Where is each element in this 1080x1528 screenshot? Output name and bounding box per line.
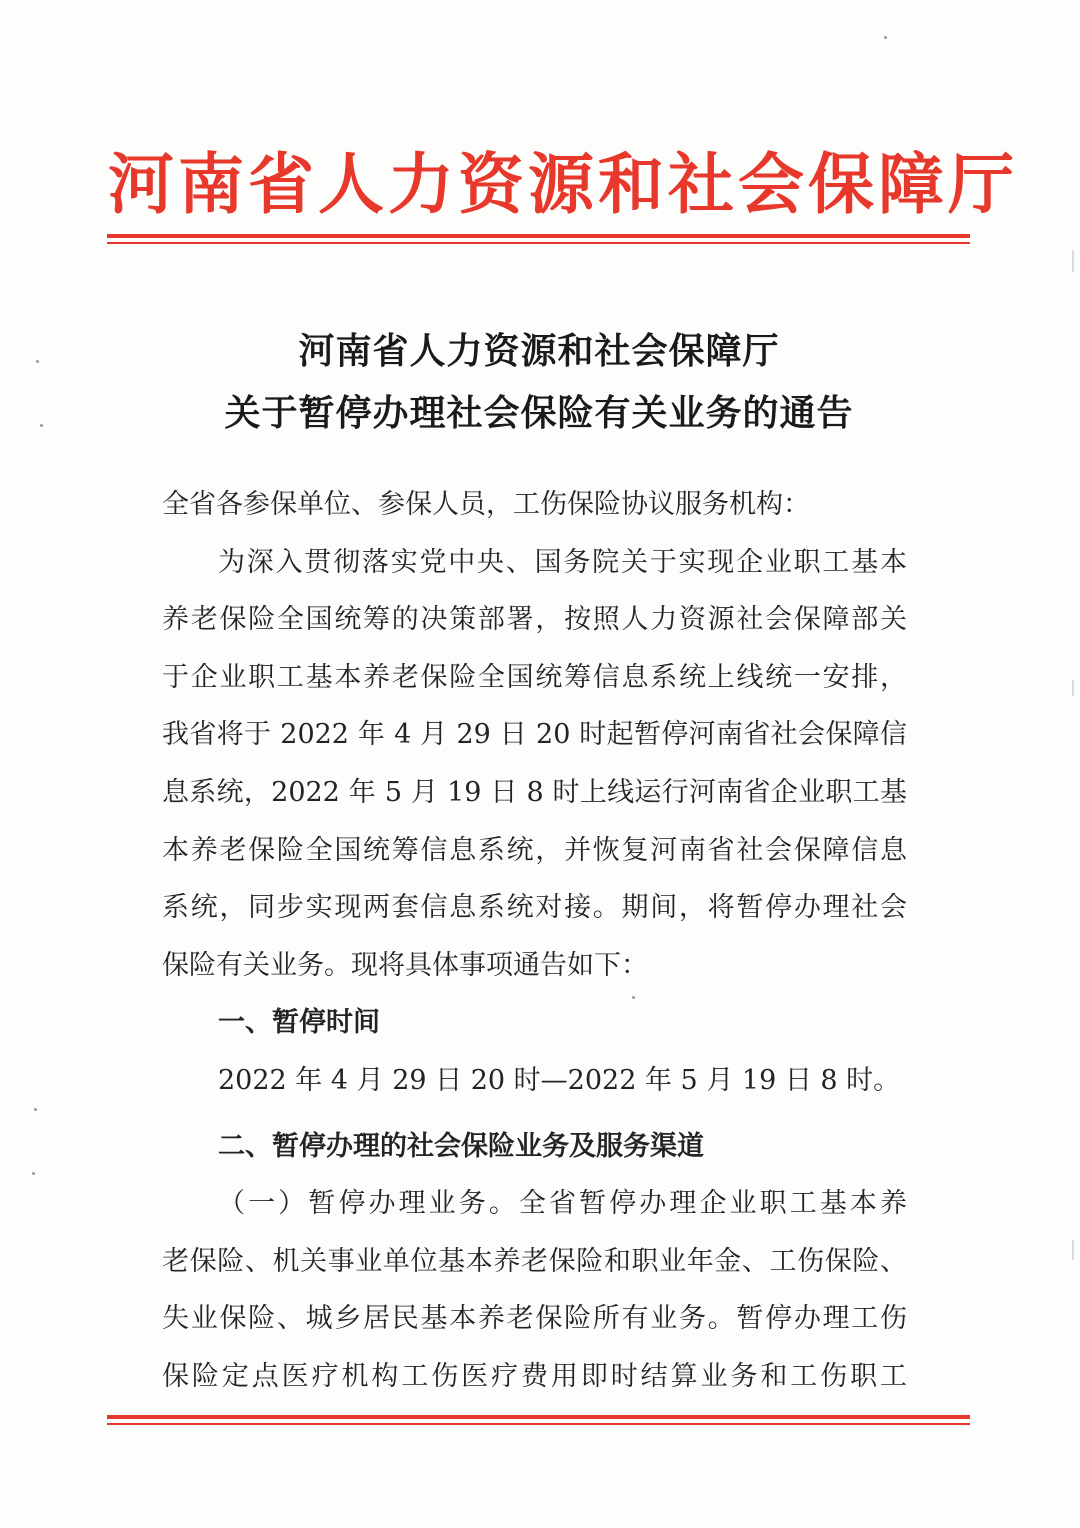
paragraph-line: 我省将于 2022 年 4 月 29 日 20 时起暂停河南省社会保障信: [162, 719, 907, 751]
paragraph-line: 保险有关业务。现将具体事项通告如下：: [162, 949, 648, 981]
red-rule-thick: [107, 1415, 970, 1419]
document-title-line1: 河南省人力资源和社会保障厅: [298, 330, 780, 372]
document-title: [108, 320, 970, 444]
scan-edge-mark: [1072, 680, 1074, 696]
salutation: 全省各参保单位、参保人员，工伤保险协议服务机构：: [162, 489, 810, 520]
paragraph-line: 系统，同步实现两套信息系统对接。期间，将暂停办理社会: [162, 892, 907, 924]
document-body: [162, 476, 907, 1406]
section-text: 2022 年 4 月 29 日 20 时—2022 年 5 月 19 日 8 时。: [218, 1064, 901, 1096]
scan-edge-mark: [1072, 250, 1074, 272]
red-rule-thin: [107, 1423, 970, 1425]
red-rule-thin: [107, 242, 970, 244]
paragraph-line: 养老保险全国统筹的决策部署，按照人力资源社会保障部关: [162, 604, 907, 636]
scan-speck: [40, 424, 43, 427]
paragraph-line: 息系统，2022 年 5 月 19 日 8 时上线运行河南省企业职工基: [162, 776, 907, 808]
scan-speck: [36, 360, 39, 363]
section-heading: 二、暂停办理的社会保险业务及服务渠道: [218, 1130, 704, 1162]
paragraph-line: 为深入贯彻落实党中央、国务院关于实现企业职工基本: [218, 546, 907, 578]
paragraph-line: 保险定点医疗机构工伤医疗费用即时结算业务和工伤职工: [162, 1360, 907, 1392]
scan-edge-mark: [1072, 1240, 1074, 1260]
footer-red-rule: [107, 1415, 970, 1425]
paragraph-line: （一）暂停办理业务。全省暂停办理企业职工基本养: [218, 1188, 907, 1220]
scan-speck: [34, 1108, 37, 1111]
section-heading: 一、暂停时间: [218, 1007, 380, 1039]
paragraph-line: 本养老保险全国统筹信息系统，并恢复河南省社会保障信息: [162, 834, 907, 866]
scan-speck: [884, 36, 887, 39]
letterhead-org-name: 河南省人力资源和社会保障厅: [108, 146, 1018, 223]
paragraph-line: 老保险、机关事业单位基本养老保险和职业年金、工伤保险、: [162, 1245, 907, 1277]
letterhead-red-rule: [107, 234, 970, 244]
spacer: [162, 1110, 907, 1118]
red-rule-thick: [107, 234, 970, 238]
scan-speck: [32, 1172, 35, 1175]
document-title-line2: 关于暂停办理社会保险有关业务的通告: [224, 392, 854, 434]
paragraph-line: 失业保险、城乡居民基本养老保险所有业务。暂停办理工伤: [162, 1303, 907, 1335]
scan-speck: [632, 996, 635, 999]
paragraph-line: 于企业职工基本养老保险全国统筹信息系统上线统一安排，: [162, 661, 907, 693]
